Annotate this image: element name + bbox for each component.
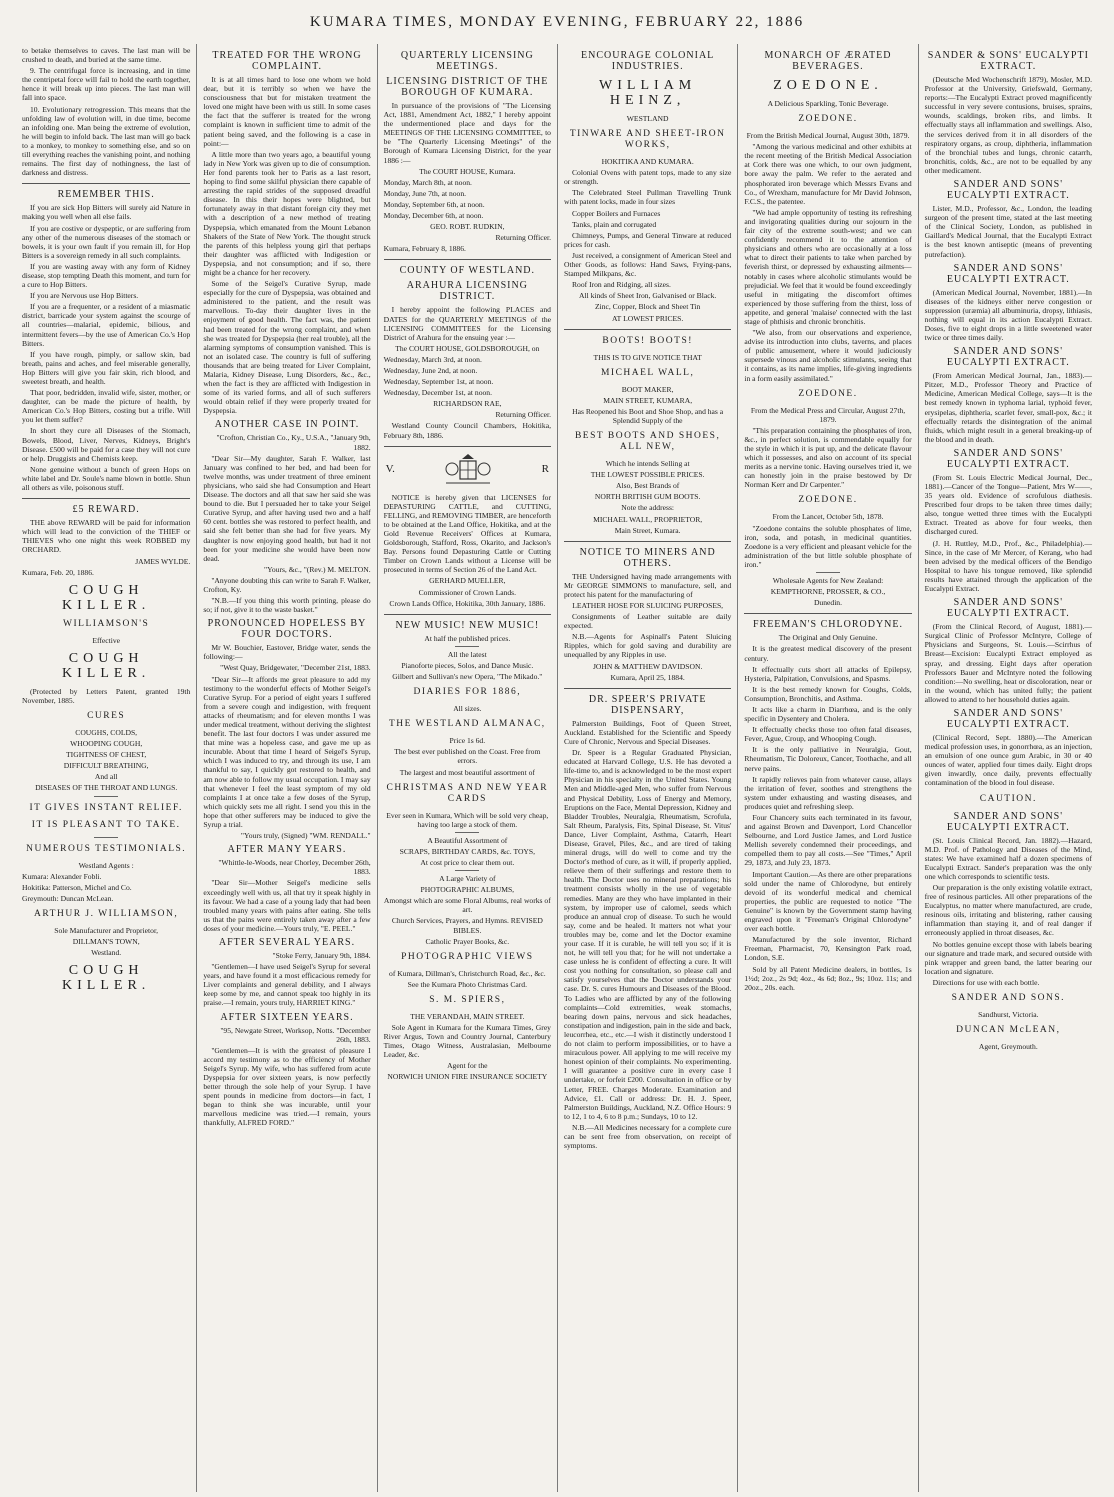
list-item: None genuine without a bunch of green Hops on white label and Dr. Soule's name blown in bottle. Shun all others as vile, poisonous stuff. <box>22 464 191 493</box>
ad-item: THE WESTLAND ALMANAC, <box>388 719 546 730</box>
section-title: SANDER AND SONS' EUCALYPTI EXTRACT. <box>946 597 1070 620</box>
product-name: COUGH KILLER. <box>62 650 151 681</box>
notice-signature: GERHARD MUELLER, <box>429 576 506 586</box>
list-item: The Celebrated Steel Pullman Travelling Trunk with patent locks, made in four sizes <box>563 188 732 207</box>
merchant-name: KEMPTHORNE, PROSSER, & CO., <box>770 587 886 597</box>
section-title: ZOEDONE. <box>798 495 858 506</box>
ad-item: CHRISTMAS AND NEW YEAR CARDS <box>386 782 549 804</box>
notice-body: I hereby appoint the following PLACES and DATES for the QUARTERLY MEETINGS of the LICENSING COMMITTEES for the Licensing District of Arahura for the ensuing year :— <box>383 305 551 342</box>
paragraph: 9. The centrifugal force is increasing, and in time the centripetal force will fail to hold the earth together, hence it will break up into pieces. The last man will fall into space. <box>22 66 191 103</box>
paragraph: "We also, from our observations and experience, advise its introduction into clubs, taverns, and places of public amusement, where it would judiciously supersede vinous and alcoholic stimulants, seeing that it contains, as its name implies, life-giving ingredients in a form easily assimilated." <box>744 328 912 383</box>
ad-item: LEATHER HOSE FOR SLUICING PURPOSES, <box>572 601 724 610</box>
chlorodyne-ad <box>744 644 911 991</box>
letter-body: "Dear Sir—My daughter, Sarah F. Walker, last January was confined to her bed, and had been for twelve months, was under treatment of three eminent physicians, who said she had Consumption and Heart Disease. The doctors and all that saw her said she was bound to die. But I persuaded her to take your Seigel Curative Syrup, and after having used two and a half 60 cent. bottles she was restored to perfect health, and said she felt better than she had for five years. My daughter is now enjoying good health, but had it not been for your medicine she would have been now dead. <box>203 453 371 563</box>
divider <box>744 613 911 614</box>
list-item: Greymouth: Duncan McLean. <box>22 893 114 903</box>
ad-item: NORTH BRITISH GUM BOOTS. <box>594 492 701 502</box>
list-item: It is the best remedy known for Coughs, Colds, Consumption, Bronchitis, and Asthma. <box>744 684 912 703</box>
ad-body: N.B.—All Medicines necessary for a complete cure can be sent free from observation, on receipt of symptoms. <box>563 1122 732 1151</box>
list-item: Colonial Ovens with patent tops, made to any size or strength. <box>563 168 732 187</box>
letter-body: "Gentlemen—It is with the greatest of pleasure I accord my testimony as to the efficiency of Mother Seigel's Syrup. My wife, who has suffered from acute Dyspepsia for over sixteen years, is now perfectly better through the sole help of your Syrup. I have spent pounds in medicine from doctors—in fact, I began to think she was incurable, until your marvellous medicine was tried.—I remain, yours thankfully, ALFRED FORD." <box>203 1045 371 1128</box>
reward-body: THE above REWARD will be paid for information which will lead to the conviction of the THIEF or THIEVES who one night this week ROBBED my ORCHARD. <box>22 518 191 555</box>
ad-line: Zinc, Copper, Block and Sheet Tin <box>594 302 701 312</box>
ad-line: Agent for the <box>447 1061 488 1071</box>
divider <box>455 646 479 647</box>
notice-body: N.B.—Agents for Aspinall's Patent Sluicing Ripples, which for gold saving and durability are unequalled by any Ripples in use. <box>563 632 732 660</box>
divider <box>455 832 479 833</box>
ad-line: Has Reopened his Boot and Shoe Shop, and has a Splendid Supply of the <box>572 406 724 425</box>
maker-role: Sole Manufacturer and Proprietor, <box>54 925 159 935</box>
divider <box>384 259 551 260</box>
paragraph: (American Medical Journal, November, 1881).—In diseases of the kidneys either nerve congestion or suppression (uræmia) all albuminuria, dropsy, lithiasis, nothing will equal in its action Eucalypti Extract. Doses, five to eight drops in a little sweetened water twice or three times daily. <box>924 287 1092 343</box>
section-title: ANOTHER CASE IN POINT. <box>214 419 360 431</box>
brand-name: ZOEDONE. <box>773 78 883 93</box>
crest-letter: V. <box>385 463 395 476</box>
column-6 <box>918 44 1098 1492</box>
divider <box>564 541 731 542</box>
source: From the British Medical Journal, August 30th, 1879. <box>746 131 910 141</box>
cough-killer-title: COUGH KILLER. <box>62 582 151 613</box>
list-item: Monday, December 6th, at noon. <box>383 211 484 221</box>
coat-of-arms-icon <box>438 453 498 487</box>
notice-date: Westland County Council Chambers, Hokitika, February 8th, 1886. <box>383 421 551 440</box>
paragraph: (Deutsche Med Wochenschrift 1879), Mosler, M.D. Professor at the University, Griefswald, Germany, reports:—The Eucalypti Extract proved magnificently successful in very severe contusions, bruises, sprains, wounds, scaldings, broken ribs, and limbs. It effectually stays all inflammation and swellings. Also, the services derived from it in all disorders of the respiratory organs, as croup, diphtheria, inflammation of the bronchial tubes and lungs, chronic catarrh, bronchitis, colds, &c., are not to be equalled by any other medicament. <box>924 75 1092 175</box>
ad-title: MONARCH OF ÆRATED BEVERAGES. <box>764 50 892 72</box>
list-item: Wednesday, June 2nd, at noon. <box>383 365 478 375</box>
ad-item: PHOTOGRAPHIC VIEWS <box>401 951 534 962</box>
notice-role: Commissioner of Crown Lands. <box>418 587 517 597</box>
hop-bitters-ad <box>22 203 190 492</box>
merchant-name: WILLIAM HEINZ, <box>599 78 697 108</box>
list-item: It effectually checks those too often fatal diseases, Fever, Ague, Croup, and Whooping Cough. <box>744 725 912 744</box>
notice-signature: JOHN & MATTHEW DAVIDSON. <box>592 661 703 671</box>
maker-name: ARTHUR J. WILLIAMSON, <box>34 908 179 919</box>
letter-signature: "Yours truly, (Signed) "WM. RENDALL." <box>240 831 371 841</box>
column-2 <box>196 44 376 1492</box>
ad-line: Wholesale Agents for New Zealand: <box>772 576 884 586</box>
section-title: AFTER SIXTEEN YEARS. <box>220 1011 354 1023</box>
newspaper-columns <box>16 44 1098 1492</box>
ad-line: AT LOWEST PRICES. <box>612 313 684 323</box>
list-item: In short they cure all Diseases of the Stomach, Bowels, Blood, Liver, Nerves, Kidneys, Bright's Disease. £500 will be paid for a case they will not cure or help. Druggists and Chemists keep. <box>22 426 191 463</box>
list-item: Important Caution.—As there are other preparations sold under the name of Chlorodyne, but entirely devoid of its wonderful medical and chemical properties, the public are requested to notice "The Genuine" is known by the Government stamp having engraved upon it "Freeman's Original Chlorodyne" over each bottle. <box>744 869 912 934</box>
notice-place: The COURT HOUSE, Kumara. <box>419 166 516 176</box>
ad-line: Also, Best Brands of <box>616 481 680 491</box>
divider <box>816 572 840 573</box>
notice-date: Kumara, February 8, 1886. <box>383 244 466 254</box>
meeting-dates <box>384 178 551 220</box>
list-item: WHOOPING COUGH, <box>70 739 143 749</box>
ad-title: NEW MUSIC! NEW MUSIC! <box>395 619 540 631</box>
section-title: SANDER AND SONS' EUCALYPTI EXTRACT. <box>946 707 1070 730</box>
letter-body: "Dear Sir—Mother Seigel's medicine sells exceedingly well with us, all that try it speak highly in its favour. We had a case of a young lady that had been troubled many years with pains after eating. She tells us that the pains were entirely taken away after a few doses of your medicine.—Yours truly, "E. PEEL." <box>203 878 371 933</box>
list-item: Manufactured by the sole inventor, Richard Freeman, Pharmacist, 70, Kensington Park road, London, S.E. <box>744 935 912 963</box>
ad-item: NORWICH UNION FIRE INSURANCE SOCIETY <box>387 1072 548 1082</box>
paragraph: Lister, M.D., Professor, &c., London, the leading surgeon of the present time, stated at the last meeting of the Clinical Society, London, as published in Gaillard's Medical Journal, that the Eucalypti Extract is the best known antiseptic (means of preventing putrefaction). <box>924 204 1092 259</box>
section-title: ZOEDONE. <box>798 114 858 125</box>
ad-item: DIARIES FOR 1886, <box>413 687 522 698</box>
ad-title: BOOTS! BOOTS! <box>602 335 693 346</box>
list-item: That poor, bedridden, invalid wife, sister, mother, or daughter, can be made the picture of health, by American Co.'s Hop Bitters, costing but a trifle. Will you let them suffer? <box>22 388 191 425</box>
paragraph: "This preparation containing the phosphates of iron, &c., in perfect solution, is commendable equally for the style in which it is put up, and the delicate flavour which it possesses, and also on account of its special merits as a nervine tonic. Having ourselves tried it, we can honestly join in the praise bestowed by Dr Norman Kerr and Dr Carpenter." <box>744 425 912 490</box>
ad-line: of Kumara, Dillman's, Christchurch Road, &c., &c. <box>389 968 546 978</box>
notice-place: Crown Lands Office, Hokitika, 30th January, 1886. <box>389 598 546 608</box>
list-item: Kumara: Alexander Fobli. <box>22 871 102 881</box>
divider <box>94 837 118 838</box>
ad-title: ENCOURAGE COLONIAL INDUSTRIES. <box>581 50 715 72</box>
paragraph: (Clinical Record, Sept. 1880).—The American medical profession uses, in gonorrhœa, as an injection, an emulsion of one ounce gum Arabic, in 30 or 40 ounces of water, applied four times daily. Eight drops given inwardly, once daily, prevents effectually contamination of the blood in foul disease. <box>924 732 1092 788</box>
list-item: Wednesday, December 1st, at noon. <box>383 388 492 398</box>
meeting-dates <box>384 355 551 397</box>
section-title: SANDER AND SONS' EUCALYPTI EXTRACT. <box>946 262 1070 285</box>
reward-date: Kumara, Feb. 20, 1886. <box>22 567 94 577</box>
tagline: Effective <box>92 635 120 645</box>
list-item: Monday, September 6th, at noon. <box>383 199 485 209</box>
letter-body: "Gentlemen—I have used Seigel's Syrup for several years, and have found it a most efficacious remedy for Liver complaints and general debility, and I always keep some by me, and cannot speak too highly in its praise.—I remain, yours truly, HARRIET KING." <box>203 962 371 1008</box>
paragraph: (J. H. Ruttley, M.D., Prof., &c., Philadelphia).—Since, in the case of Mr Mercer, of Kerang, who had been advised by the medical officers of the Bendigo Hospital to have his tongue removed, like splendid results have attained through the application of the Eucalypti Extract. <box>924 538 1092 594</box>
crest-letter: R <box>541 463 549 476</box>
list-item: It rapidly relieves pain from whatever cause, allays the irritation of fever, soothes and strengthens the system under exhausting and wasting diseases, and produces quiet and refreshing sleep. <box>744 774 912 811</box>
list-item: If you have rough, pimply, or sallow skin, bad breath, pains and aches, and feel miserable generally, Hop Bitters will give you fair skin, rich blood, and sweetest breath, and health. <box>22 349 191 386</box>
section-title: SANDER AND SONS' EUCALYPTI EXTRACT. <box>946 346 1070 369</box>
notice-body: NOTICE is hereby given that LICENSES for DEPASTURING CATTLE, and CUTTING, FELLING, and REMOVING TIMBER, are henceforth to be obtained at the Land Office, Hokitika, and at the Gold Revenue Receivers' Offices at Kumara, Goldsborough, Stafford, Ross, Okarito, and Jackson's Bay. Persons found Depasturing Cattle or Cutting Timber on Crown Lands without a License will be prosecuted in terms of Section 26 of the Land Act. <box>383 492 551 575</box>
paragraph: No bottles genuine except those with labels bearing our signature and trade mark, and secured outside with pink wrapper and green band, the latter bearing our location and signature. <box>924 939 1092 976</box>
list-item: Chimneys, Pumps, and General Tinware at reduced prices for cash. <box>563 230 732 249</box>
ad-line: All sizes. <box>453 704 482 714</box>
ad-line: See the Kumara Photo Christmas Card. <box>407 979 527 989</box>
patent-note: (Protected by Letters Patent, granted 19th November, 1885. <box>22 686 191 705</box>
ad-line: Gilbert and Sullivan's new Opera, "The Mikado." <box>392 672 543 682</box>
ad-line: All the latest <box>447 649 487 659</box>
reward-title: £5 REWARD. <box>72 504 140 516</box>
paragraph: "Zoedone contains the soluble phosphates of lime, iron, soda, and potash, in medicinal quantities. Zoedone is a very efficient and pleasant vehicle for the administration of the but little soluble phosphate of iron." <box>744 523 912 569</box>
ad-line: A Large Variety of <box>439 874 496 884</box>
list-item: It acts like a charm in Diarrhœa, and is the only specific in Dysentery and Cholera. <box>744 704 912 724</box>
divider <box>22 183 190 184</box>
column-5 <box>737 44 917 1492</box>
section-title: SANDER AND SONS' EUCALYPTI EXTRACT. <box>946 810 1070 833</box>
list-item: Copper Boilers and Furnaces <box>571 208 661 218</box>
ad-line: WESTLAND <box>626 114 669 123</box>
section-title: SANDER AND SONS' EUCALYPTI EXTRACT. <box>946 447 1070 470</box>
notice-role: Returning Officer. <box>495 233 551 243</box>
ad-line: At cost price to clear them out. <box>420 857 515 867</box>
list-item: It is the only palliative in Neuralgia, Gout, Rheumatism, Tic Doloreux, Cancer, Toothache, and all nerve pains. <box>744 745 912 773</box>
ad-title: FREEMAN'S CHLORODYNE. <box>752 619 904 631</box>
notice-signature: RICHARDSON RAE, <box>433 399 502 409</box>
paragraph: "Anyone doubting this can write to Sarah F. Walker, Crofton, Ky. <box>203 575 371 594</box>
brand-name: WILLIAMSON'S <box>63 618 150 629</box>
ad-line: THIS IS TO GIVE NOTICE THAT <box>593 352 702 362</box>
column-3 <box>377 44 557 1492</box>
ad-line: Amongst which are some Floral Albums, real works of art. <box>383 896 551 915</box>
divider <box>564 329 731 330</box>
paragraph: Mr W. Bouchier, Eastover, Bridge water, sends the following:— <box>203 643 371 662</box>
ad-sub: At half the published prices. <box>424 633 511 643</box>
paragraph: "We had ample opportunity of testing its refreshing and invigorating qualities during our sojourn in the fair city of the extreme south-west; and we can confidently recommend it to the attention of physicians and others who are occasionally at a loss what to direct their patients to take when parched by feverish thirst, or depressed by exhausting ailments—notably in cases where alcoholic stimulants would be prejudicial. We feel that it would be found exceedingly useful in mitigating the discomfort oftimes experienced by those suffering from the thirst, loss of appetite, and general 'malaise' connected with the last stage of phthisis and chronic bronchitis. <box>744 207 912 326</box>
list-item: Hokitika: Patterson, Michel and Co. <box>22 882 132 892</box>
list-item: Just received, a consignment of American Steel and Other Goods, as follows: Hand Saws, Frying-pans, Stamped Milkpans, &c. <box>563 250 732 279</box>
section-title: AFTER MANY YEARS. <box>227 844 347 856</box>
ad-line: Price 1s 6d. <box>449 736 486 746</box>
agent-address: Agent, Greymouth. <box>978 1042 1038 1052</box>
tagline: The Original and Only Genuine. <box>778 633 878 643</box>
letter-place: "Crofton, Christian Co., Ky., U.S.A., "January 9th, 1882. <box>216 433 371 452</box>
ad-line: A Beautiful Assortment of <box>427 835 508 845</box>
notice-date: Kumara, April 25, 1884. <box>610 672 685 682</box>
notice-title: ARAHURA LICENSING DISTRICT. <box>406 280 528 303</box>
list-item: Roof Iron and Ridging, all sizes. <box>571 280 671 290</box>
ad-line: All kinds of Sheet Iron, Galvanised or Black. <box>579 291 717 301</box>
tinware-list <box>564 168 731 289</box>
list-item: If you are sick Hop Bitters will surely aid Nature in making you well when all else fails. <box>22 203 191 222</box>
merchant-address: Sandhurst, Victoria. <box>978 1010 1039 1020</box>
paragraph: (St. Louis Clinical Record, Jan. 1882).—Hazard, M.D. Prof. of Pathology and Diseases of the Mind, states: We have examined half a dozen specimens of Eucalypti Extract. Sander's preparation was the only one which corresponds to scientific tests. <box>924 835 1092 881</box>
list-item: Monday, March 8th, at noon. <box>383 177 472 187</box>
letter-place: "Whittle-le-Woods, near Chorley, December 26th, 1883. <box>218 858 371 877</box>
paragraph: It is at all times hard to lose one whom we hold dear, but it is terribly so when we have the consciousness that but for mistaken treatment the loved one might have been with us still. In some cases the fact that the sufferer is treated for the wrong complaint is known in sufficient time to admit of the patient being saved, and the following is a case in point:— <box>203 75 371 148</box>
list-item: It effectually cuts short all attacks of Epilepsy, Hysteria, Palpitation, Convulsions, and Spasms. <box>744 664 912 683</box>
ad-line: Note the address: <box>621 503 675 513</box>
notice-title: NOTICE TO MINERS AND OTHERS. <box>579 546 716 569</box>
letter-place: "West Quay, Bridgewater, "December 21st, 1883. <box>220 663 371 673</box>
masthead-title: KUMARA TIMES, MONDAY EVENING, FEBRUARY 22, 1886 <box>309 14 805 30</box>
section-title: ZOEDONE. <box>798 388 858 399</box>
letter-body: "Dear Sir—It affords me great pleasure to add my testimony to the wonderful effects of Mother Seigel's Curative Syrup. For a period of eight years I suffered from a severe cough and indigestion, with frequent attacks of rheumatism; and for eleven months I was under medical treatment, without deriving the slightest benefit. The last four doctors I was under assured me that mine was a hopeless case, and gave me up as incurable. About that time I heard of Seigel's Syrup, which I was induced to try, and through its use, I am thankful to say, I quickly got restored to health, and am now able to follow my usual occupation. I may say that whenever I feel the least symptom of my old complaints I at once take a few doses of the Syrup, which quickly sets me all right. I send you this in the hope that other sufferers may be induced to give the Syrup a trial. <box>203 674 371 830</box>
cough-killer-footer: COUGH KILLER. <box>62 963 151 994</box>
source: From the Lancet, October 5th, 1878. <box>772 512 884 522</box>
ad-line: MICHAEL WALL, PROPRIETOR, <box>593 514 703 524</box>
agents-list <box>22 872 190 903</box>
list-item: Tanks, plain and corrugated <box>571 219 657 229</box>
paragraph: Our preparation is the only existing volatile extract, free of resinous particles. All other preparations of the Eucalyptus, no matter where manufactured, are crude, resinous oils, irritating and blistering, rather causing inflammation than staying it, and of real danger if erroneously applied in throat diseases, &c. <box>924 883 1092 938</box>
notice-signature: GEO. ROBT. RUDKIN, <box>430 222 505 232</box>
letter-place: "Stoke Ferry, January 9th, 1884. <box>272 950 371 960</box>
cures-list <box>22 728 190 793</box>
list-item: If you are wasting away with any form of Kidney disease, stop tempting Death this moment, and turn for a cure to Hop Bitters. <box>22 261 191 290</box>
merchant-name: MICHAEL WALL, <box>600 367 695 378</box>
list-item: Sold by all Patent Medicine dealers, in bottles, 1s 1½d; 2oz., 2s 9d; 4oz., 4s 6d; 8oz., 9s; 10oz. 11s; and 20oz., 20s. each. <box>744 964 912 992</box>
merchant-address: THE VERANDAH, MAIN STREET. <box>410 1011 525 1021</box>
ad-line: Catholic Prayer Books, &c. <box>425 936 510 946</box>
ad-title: SANDER & SONS' EUCALYPTI EXTRACT. <box>927 50 1089 72</box>
list-item: Wednesday, September 1st, at noon. <box>383 377 494 387</box>
list-item: TIGHTNESS OF CHEST, <box>66 750 147 760</box>
notice-body: THE Undersigned having made arrangements with Mr GEORGE SIMMONS to manufacture, sell, and protect his patent for the manufacturing of <box>563 571 732 599</box>
article-title: TREATED FOR THE WRONG COMPLAINT. <box>212 50 362 72</box>
divider <box>564 688 731 689</box>
list-item: It is the greatest medical discovery of the present century. <box>744 644 912 663</box>
ad-item: SCRAPS, BIRTHDAY CARDS, &c. TOYS, <box>399 846 536 856</box>
maker-town: DILLMAN'S TOWN, <box>72 937 140 946</box>
tagline: A Delicious Sparkling, Tonic Beverage. <box>767 99 889 108</box>
ad-line: Which he intends Selling at <box>605 459 690 469</box>
paragraph: Some of the Seigel's Curative Syrup, made especially for the cure of Dyspepsia, was obtained and administered to the patient, and the result was marvellous. To-day their daughter lives in the enjoyment of good health. The fact was, the patient had been treated for the wrong complaint, and when she was treated for Dyspepsia (her real trouble), all the alarming symptoms of consumption vanished. This is not an isolated case. The country is full of suffering thousands that are being treated for Liver Complaint, Malaria, Kidney Disease, Lung Disorders, &c., &c., when the fact is they are afflicted with Indigestion in some of its varied forms, and all of such sufferers would obtain relief if they were properly treated for Dyspepsia. <box>203 279 371 416</box>
paragraph: (From St. Louis Electric Medical Journal, Dec., 1881).—Cancer of the Tongue—Patient, Mrs W——, 35 years old. Evidence of scrofulous diathesis. Prescribed four drops to be taken three times daily; also, tongue wetted three times with the Eucalypti Extract. Treated as above for four weeks, then discharged cured. <box>924 472 1092 537</box>
ad-title: REMEMBER THIS. <box>57 189 155 201</box>
list-item: COUGHS, COLDS, <box>75 727 138 737</box>
ad-line: Pianoforte pieces, Solos, and Dance Music. <box>401 660 534 670</box>
royal-crest <box>386 453 549 487</box>
list-item: If you are costive or dyspeptic, or are suffering from any other of the numerous diseases of the stomach or bowels, it is your own fault if you remain ill, for Hop Bitters is a sovereign remedy in all such complaints. <box>22 223 191 260</box>
list-item: DISEASES OF THE THROAT AND LUNGS. <box>35 783 178 793</box>
list-item: DIFFICULT BREATHING, <box>63 761 149 771</box>
divider <box>384 614 551 615</box>
section-title: AFTER SEVERAL YEARS. <box>218 936 356 948</box>
column-4 <box>557 44 737 1492</box>
paragraph: Directions for use with each bottle. <box>932 977 1040 987</box>
notice-role: Returning Officer. <box>495 410 551 420</box>
ad-line: The largest and most beautiful assortment of <box>399 767 535 777</box>
ad-line: The best ever published on the Coast. Free from errors. <box>394 747 541 766</box>
claim: IT GIVES INSTANT RELIEF. <box>29 802 183 813</box>
paragraph: (From American Medical Journal, Jan., 1883).—Pitzer, M.D., Professor Theory and Practice of Medicine, American Medical College, says—It is the best remedy known in typhoma larial, typhoid fever, erysipelas, diphtheria, scarlet fever, small-pox, &c.; it effectually retards the disintegration of the animal fluids, which might result in a general breaking-up of the blood and in death. <box>924 371 1092 444</box>
ad-line: Sole Agent in Kumara for the Kumara Times, Grey River Argus, Town and Country Journal, Canterbury Times, Otago Witness, Australasian, Melbourne Leader, &c. <box>383 1023 551 1060</box>
section-title: PRONOUNCED HOPELESS BY FOUR DOCTORS. <box>207 618 367 641</box>
paragraph: "Among the various medicinal and other exhibits at the recent meeting of the British Medical Association at Cork there was one which, to our own judgment, bore away the palm. We refer to the aerated and phosphorated iron beverage which Messrs Evans and Co., of Wrexham, manufacture for Mr David Johnson, F.C.S., the patentee. <box>744 142 912 206</box>
section-title: COUNTY OF WESTLAND. <box>399 265 536 277</box>
reward-signature: JAMES WYLDE. <box>135 556 191 566</box>
divider <box>384 446 551 447</box>
article-continuation: to betake themselves to caves. The last man will be crushed to death, and buried at the same time. <box>22 46 191 65</box>
cures-heading: CURES <box>87 710 126 721</box>
agents-heading: Westland Agents : <box>78 860 134 870</box>
merchant-name: S. M. SPIERS, <box>429 994 506 1005</box>
divider <box>455 870 479 871</box>
list-item: Four Chancery suits each terminated in its favour, and against Brown and Davenport, Lord Chancellor Selbourne, and Lord Justice James, and Lord Justice Mellish severely condemned their proceedings, and compelled them to pay all costs.—See "Times," April 29, 1873, and July 23, 1873. <box>744 813 912 868</box>
list-item: And all <box>94 772 118 782</box>
ad-line: THE LOWEST POSSIBLE PRICES. <box>590 470 705 480</box>
ad-line: BOOT MAKER, <box>621 384 674 394</box>
list-item: Wednesday, March 3rd, at noon. <box>383 354 482 364</box>
paragraph: (From the Clinical Record, of August, 1881).—Surgical Clinic of Professor McIntyre, College of Physicians and Surgeons, St. Louis.—Scirrhus of Breast—Excision: Eucalypti Extract employed as spray, and dressing. Eight days after operation Professors Bauer and McIntyre noted the following condition:—No swelling, heat or discoloration, near or in the wound, which has united fully; the patient allowed to attend to her household duties again. <box>924 622 1092 704</box>
ad-title: DR. SPEER'S PRIVATE DISPENSARY, <box>588 693 707 716</box>
notice-body: Consignments of Leather suitable are daily expected. <box>563 612 732 631</box>
claim: IT IS PLEASANT TO TAKE. <box>31 819 181 830</box>
ad-body: Palmerston Buildings, Foot of Queen Street, Auckland. Established for the Scientific and Speedy Cure of Chronic, Nervous and Special Diseases. <box>563 718 732 746</box>
ad-line: MAIN STREET, KUMARA, <box>603 395 693 405</box>
section-title: SANDER AND SONS' EUCALYPTI EXTRACT. <box>946 179 1070 202</box>
paragraph: A little more than two years ago, a beautiful young lady in New York was given up to die of consumption. Her fond parents took her to Paris as a last resort, hoping to find some skilful physician there capable of arresting the rapid strides of the supposed dreadful disease. In this their hopes were blighted, but fortunately away in that distant foreign city they met with a description of a new method of treating Dyspepsia, which emanated from the Mount Lebanon Shakers of the State of New York. The thought struck the parents of this helpless young girl that perhaps their daughter was afflicted with Indigestion or Dyspepsia, and not consumption; and if so, there might be a chance for her recovery. <box>203 149 371 277</box>
ad-line: Church Services, Prayers, and Hymns. REVISED BIBLES. <box>391 916 543 935</box>
notice-body: In pursuance of the provisions of "The Licensing Act, 1881, Amendment Act, 1882," I hereby appoint the undermentioned place and days for the MEETINGS OF THE LICENSING COMMITTEE, to be "The Quarterly Licensing Meetings" of the Borough of Kumara Licensing District, for the year 1886 :— <box>383 101 551 165</box>
ad-item: PHOTOGRAPHIC ALBUMS, <box>420 885 515 895</box>
source: From the Medical Press and Circular, August 27th, 1879. <box>750 405 906 424</box>
paragraph: 10. Evolutionary retrogression. This means that the unfolding law of evolution will, in due time, become an infolding one. Man being the extreme of evolution, he will begin to infold back. The last man will go back to a monkey, to monkey to something else, and so on till everything reaches the vanishing point, and nothing remains. The first day of nothingness, the last of darkness and distress. <box>22 104 191 178</box>
ad-line: Ever seen in Kumara, Which will be sold very cheap, having too large a stock of them. <box>386 810 549 829</box>
caution-heading: CAUTION. <box>979 793 1037 804</box>
maker-region: Westland. <box>91 948 122 958</box>
notice-title: LICENSING DISTRICT OF THE BOROUGH OF KUMARA. <box>386 76 549 98</box>
list-item: Monday, June 7th, at noon. <box>383 188 467 198</box>
ad-line: HOKITIKA AND KUMARA. <box>601 157 694 167</box>
paragraph: "N.B.—If you thing this worth printing, please do so; if not, give it to the waste basket." <box>203 596 371 615</box>
letter-place: "95, Newgate Street, Worksop, Notts. "December 26th, 1883. <box>220 1025 371 1044</box>
merchant-name: SANDER AND SONS. <box>951 993 1066 1004</box>
notice-place: The COURT HOUSE, GOLDSBOROUGH, on <box>395 343 540 353</box>
ad-item: TINWARE AND SHEET-IRON WORKS, <box>569 129 726 151</box>
letter-signature: "Yours, &c., "(Rev.) M. MELTON. <box>264 564 371 574</box>
section-title: QUARTERLY LICENSING MEETINGS. <box>400 50 534 72</box>
agent-name: DUNCAN McLEAN, <box>956 1025 1061 1036</box>
list-item: If you are Nervous use Hop Bitters. <box>30 291 139 301</box>
ad-item: BEST BOOTS AND SHOES, ALL NEW, <box>574 431 721 453</box>
divider <box>94 796 118 797</box>
ad-body: Dr. Speer is a Regular Graduated Physician, educated at Harvard College, U.S. He has devoted a life-time to, and is acknowledged to be the most expert Physician in his specialty in the United States. Young Men and Middle-aged Men, who suffer from Nervous and Physical Debility, Loss of Energy and Memory, Eruptions on the Face, Mental Depression, Kidney and Bladder Troubles, Neuralgia, Rheumatism, Scrofula, Salt Rheum, Paralysis, Fits, Spinal Disease, St. Vitus' Dance, Liver Complaint, Asthma, Catarrh, Heart Disease, Gravel, Piles, &c., and are tired of taking mineral drugs, will do well to come and try the Doctor's method of cure, as it will, if properly applied, relieve them of their sufferings and restore them to health. The Doctor uses no mineral preparations; his treatment consists wholly in the use of vegetable remedies. Many are they who have implanted in their system, by improper use of calomel, seeds which produce an annual crop of disease. To such he would say, come and be healed. It matters not what your troubles may be, come and let the Doctor examine your case. If it is curable, he will tell you so; if it is not, he will tell you that; for he will not undertake a case unless he is confident of effecting a cure. It will cost you nothing for consultation, so please call and satisfy yourselves that the Doctor understands your case. Dr. S. cures Humours and Diseases of the Blood. To Ladies who are afflicted by any of the following complaints—Cold extremities, weak stomachs, bearing down pains, nervous and sick headaches, constipation and indigestion, pain in the side and back, leucorrhea, etc., etc.—I wish it distinctly understood I do not claim to perform impossibilities, or to have a miraculous power. All applying to me will receive my honest opinion of their complaints. No experimenting. I will guarantee a positive cure in every case I undertake, or forfeit £200. Consultation in office or by Letter, FREE. Charges Moderate. Examination and Advice, £1. Call or address: Dr. H. J. Speer, Palmerston Buildings, Auckland, N.Z. Office Hours: 9 to 12, 1 to 4, 6 to 8 p.m.; Sundays, 10 to 12. <box>563 748 732 1121</box>
ad-line: Dunedin. <box>813 598 843 608</box>
divider <box>22 498 190 499</box>
column-1 <box>16 44 196 1492</box>
list-item: If you are a frequenter, or a resident of a miasmatic district, barricade your system against the scourge of all countries—malarial, epidemic, bilious, and intermittent fevers—by the use of American Co.'s Hop Bitters. <box>22 302 191 348</box>
testimonials: NUMEROUS TESTIMONIALS. <box>26 843 187 854</box>
ad-line: Main Street, Kumara. <box>614 525 681 535</box>
